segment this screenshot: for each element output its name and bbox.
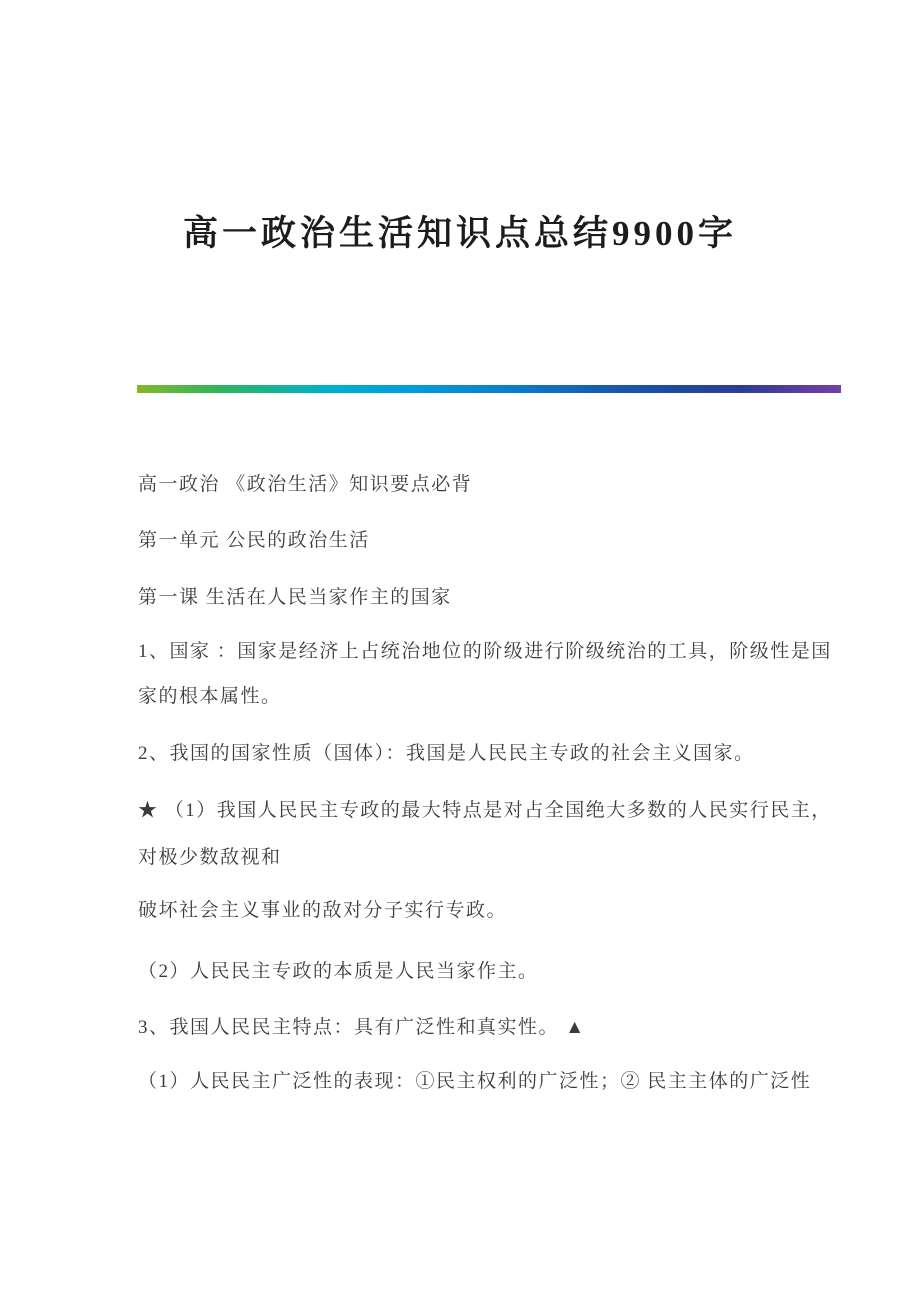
text-line: 1、国家 ：国家是经济上占统治地位的阶级进行阶级统治的工具，阶级性是国 [138,641,832,662]
text-line: 3、我国人民民主特点：具有广泛性和真实性。 ▲ [138,1017,586,1038]
text-line: 第一单元 公民的政治生活 [138,530,370,551]
text-line: （1）人民民主广泛性的表现：①民主权利的广泛性；② 民主主体的广泛性 [138,1071,812,1092]
text-line: 对极少数敌视和 [138,847,282,868]
text-line: 高一政治 《政治生活》知识要点必背 [138,474,473,495]
document-title: 高一政治生活知识点总结9900字 [182,214,737,253]
text-line: （2）人民民主专政的本质是人民当家作主。 [138,961,539,982]
text-line: 2、我国的国家性质（国体）：我国是人民民主专政的社会主义国家。 [138,743,755,764]
text-line: 第一课 生活在人民当家作主的国家 [138,587,452,608]
text-line: 家的根本属性。 [138,686,282,707]
text-line: ★ （1）我国人民民主专政的最大特点是对占全国绝大多数的人民实行民主， [138,800,832,821]
text-line: 破坏社会主义事业的敌对分子实行专政。 [138,900,508,921]
